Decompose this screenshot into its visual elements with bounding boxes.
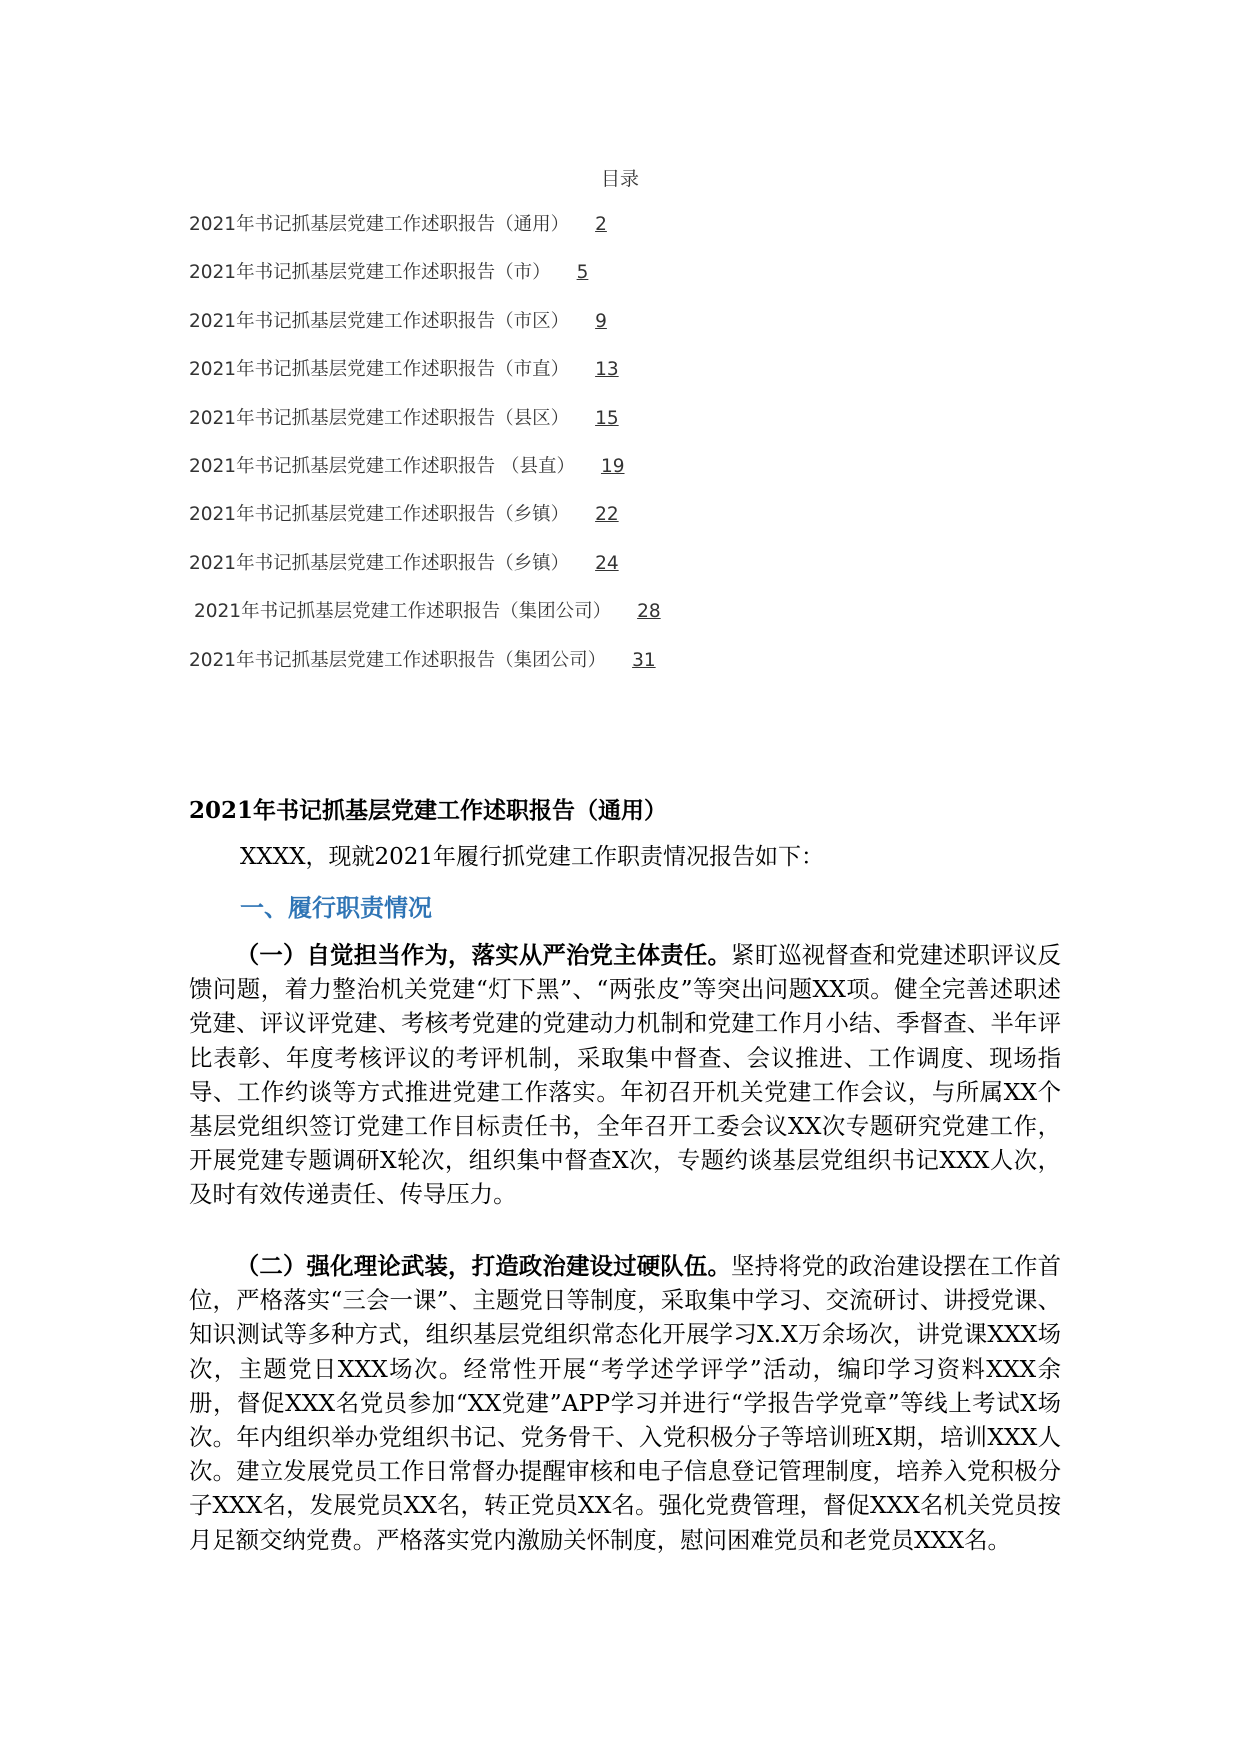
toc-page-link[interactable]: 2 [595,214,607,235]
toc-page-link[interactable]: 22 [595,504,619,526]
toc-page-link[interactable]: 5 [576,262,589,284]
toc-item-label: 2021年书记抓基层党建工作述职报告（市直） [189,359,570,381]
toc-item-label: 2021年书记抓基层党建工作述职报告（通用） [189,214,570,235]
toc-item-label: 2021年书记抓基层党建工作述职报告 （县直） [189,455,575,477]
toc-page-link[interactable]: 13 [595,359,619,381]
toc-item[interactable] [189,258,1089,306]
paragraph-lead: （二）强化理论武装，打造政治建设过硬队伍。 [235,1252,732,1280]
toc-item-label: 2021年书记抓基层党建工作述职报告（乡镇） [189,504,570,526]
paragraph-body: 紧盯巡视督查和党建述职评议反馈问题，着力整治机关党建“灯下黑”、“两张皮”等突出问题XX项。健全完善述职述党建、评议评党建、考核考党建的党建动力机制和党建工作月小结、季督查、半年评比表彰、年度考核评议的考评机制，采取集中督查、会议推进、工作调度、现场指导、工作约谈等方式推进党建工作落实。年初召开机关党建工作会议，与所属XX个基层党组织签订党建工作目标责任书，全年召开工委会议XX次专题研究党建工作，开展党建专题调研X轮次，组织集中督查X次，专题约谈基层党组织书记XXX人次，及时有效传递责任、传导压力。 [189,941,1062,1209]
toc-page-link[interactable]: 19 [600,455,625,477]
document-title: 2021年书记抓基层党建工作述职报告（通用） [189,797,668,824]
toc-page-link[interactable]: 31 [632,649,656,671]
paragraph [189,1249,1061,1557]
toc-item[interactable] [189,500,1089,548]
table-of-contents [189,210,1089,694]
toc-item[interactable] [189,597,1089,645]
section-heading: 一、履行职责情况 [240,893,432,922]
toc-item[interactable] [189,307,1089,355]
toc-item[interactable] [189,549,1089,597]
toc-page-link[interactable]: 28 [637,601,661,623]
paragraph-body: 坚持将党的政治建设摆在工作首位，严格落实“三会一课”、主题党日等制度，采取集中学习、交流研讨、讲授党课、知识测试等多种方式，组织基层党组织常态化开展学习X.X万余场次，讲党课XXX场次，主题党日XXX场次。经常性开展“考学述学评学”活动，编印学习资料XXX余册，督促XXX名党员参加“XX党建”APP学习并进行“学报告学党章”等线上考试X场次。年内组织举办党组织书记、党务骨干、入党积极分子等培训班X期，培训XXX人次。建立发展党员工作日常督办提醒审核和电子信息登记管理制度，培养入党积极分子XXX名，发展党员XX名，转正党员XX名。强化党费管理，督促XXX名机关党员按月足额交纳党费。严格落实党内激励关怀制度，慰问困难党员和老党员XXX名。 [189,1252,1062,1554]
toc-item-label: 2021年书记抓基层党建工作述职报告（集团公司） [189,649,607,671]
toc-item[interactable] [189,452,1089,500]
toc-item[interactable] [189,210,1089,258]
toc-title: 目录 [600,168,639,190]
toc-item[interactable] [189,404,1089,452]
toc-item-label: 2021年书记抓基层党建工作述职报告（集团公司） [194,601,612,623]
toc-page-link[interactable]: 15 [595,407,619,429]
toc-page-link[interactable]: 9 [595,310,607,332]
toc-page-link[interactable]: 24 [595,552,619,574]
paragraph [189,938,1061,1212]
toc-item-label: 2021年书记抓基层党建工作述职报告（县区） [189,407,570,429]
toc-item-label: 2021年书记抓基层党建工作述职报告（乡镇） [189,552,570,574]
toc-item[interactable] [189,646,1089,694]
toc-item[interactable] [189,355,1089,403]
intro-text: XXXX，现就2021年履行抓党建工作职责情况报告如下： [240,844,825,870]
paragraph-lead: （一）自觉担当作为，落实从严治党主体责任。 [235,941,732,969]
toc-item-label: 2021年书记抓基层党建工作述职报告（市） [189,262,551,284]
toc-item-label: 2021年书记抓基层党建工作述职报告（市区） [189,310,570,332]
